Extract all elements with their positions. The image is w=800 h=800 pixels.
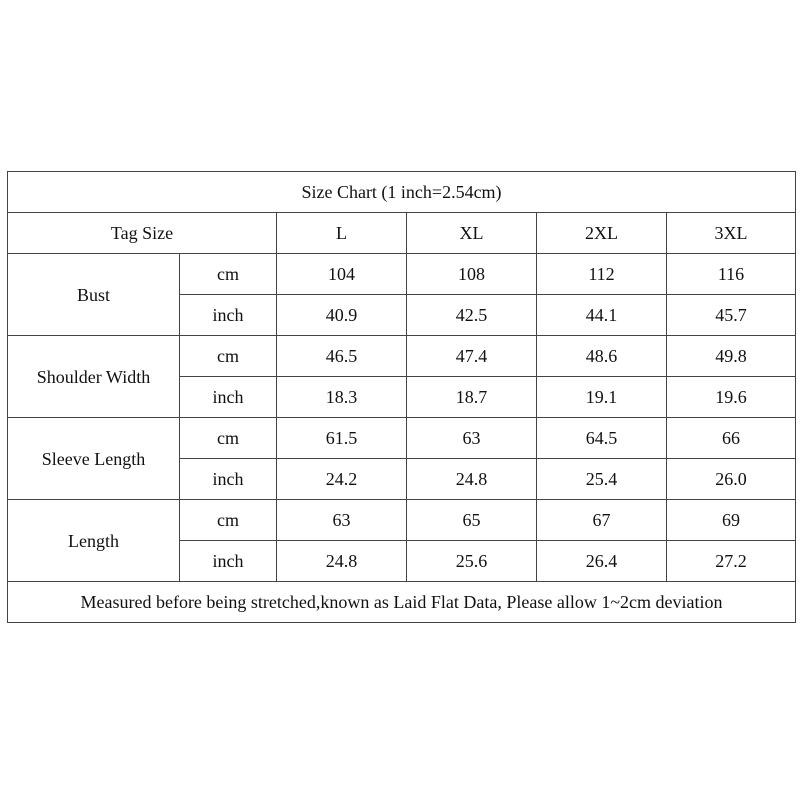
table-cell: 67 [537,500,667,541]
table-cell: 18.7 [407,377,537,418]
unit-label: inch [180,459,277,500]
table-cell: 61.5 [277,418,407,459]
unit-label: inch [180,541,277,582]
table-row [8,254,796,295]
table-cell: 27.2 [667,541,796,582]
table-cell: 25.6 [407,541,537,582]
table-cell: 104 [277,254,407,295]
table-cell: 69 [667,500,796,541]
chart-title: Size Chart (1 inch=2.54cm) [8,172,796,213]
table-cell: 108 [407,254,537,295]
table-cell: 45.7 [667,295,796,336]
unit-label: cm [180,500,277,541]
table-cell: 48.6 [537,336,667,377]
table-cell: 24.2 [277,459,407,500]
table-cell: 112 [537,254,667,295]
unit-label: inch [180,295,277,336]
table-cell: 46.5 [277,336,407,377]
unit-label: cm [180,418,277,459]
table-cell: 19.6 [667,377,796,418]
size-header: L [277,213,407,254]
table-cell: 44.1 [537,295,667,336]
table-cell: 63 [407,418,537,459]
table-cell: 18.3 [277,377,407,418]
table-cell: 42.5 [407,295,537,336]
footer-row [8,582,796,623]
title-row [8,172,796,213]
table-cell: 47.4 [407,336,537,377]
header-row [8,213,796,254]
size-header: 2XL [537,213,667,254]
measurement-name: Sleeve Length [8,418,180,500]
table-cell: 64.5 [537,418,667,459]
table-cell: 26.0 [667,459,796,500]
tag-size-label: Tag Size [8,213,277,254]
table-cell: 19.1 [537,377,667,418]
table-cell: 116 [667,254,796,295]
table-row [8,336,796,377]
measurement-name: Shoulder Width [8,336,180,418]
table-row [8,500,796,541]
footer-note: Measured before being stretched,known as Laid Flat Data, Please allow 1~2cm deviation [8,582,796,623]
table-row [8,418,796,459]
measurement-name: Length [8,500,180,582]
measurement-name: Bust [8,254,180,336]
unit-label: inch [180,377,277,418]
table-cell: 25.4 [537,459,667,500]
size-header: 3XL [667,213,796,254]
table-cell: 26.4 [537,541,667,582]
size-header: XL [407,213,537,254]
table-cell: 24.8 [277,541,407,582]
table-cell: 65 [407,500,537,541]
table-cell: 63 [277,500,407,541]
table-cell: 40.9 [277,295,407,336]
table-cell: 49.8 [667,336,796,377]
table-cell: 24.8 [407,459,537,500]
unit-label: cm [180,254,277,295]
size-chart-table [7,171,796,623]
table-cell: 66 [667,418,796,459]
unit-label: cm [180,336,277,377]
